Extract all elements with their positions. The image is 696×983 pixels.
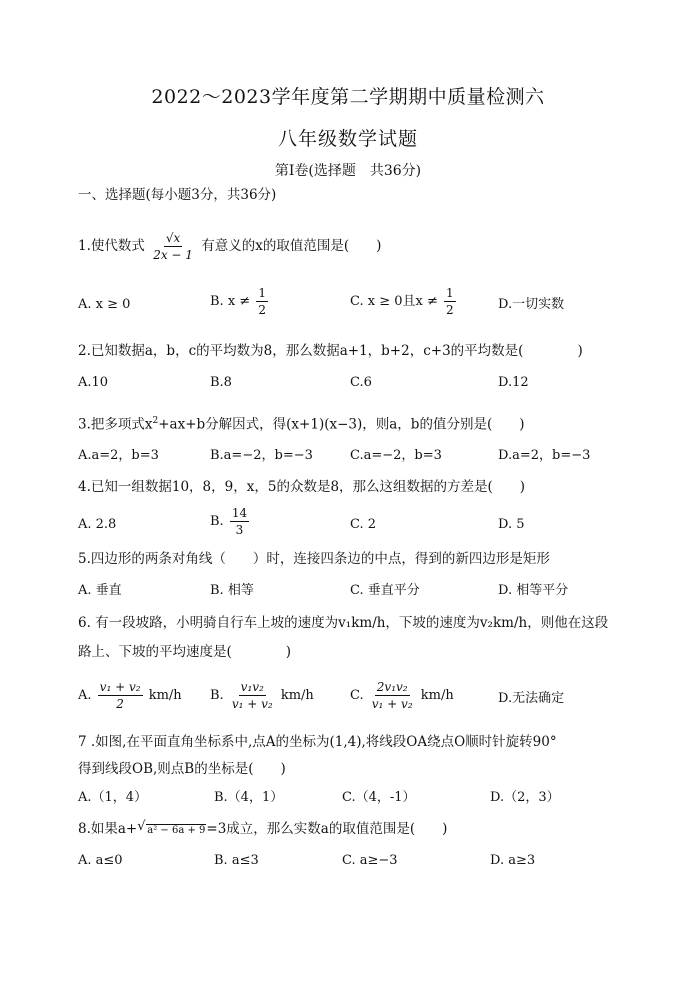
q1-option-c: C. x ≥ 0且x ≠ $\frac{1}{2}$ bbox=[350, 286, 454, 317]
q4-option-c: C. 2 bbox=[350, 517, 377, 532]
question-7-line-2: 得到线段OB,则点B的坐标是( ) bbox=[78, 761, 286, 777]
q8-option-b: B. a≤3 bbox=[214, 853, 259, 868]
question-6-line-2: 路上、下坡的平均速度是( ) bbox=[78, 644, 292, 660]
question-3: 3.把多项式$x^2+ax+b$分解因式，得(x+1)(x−3)，则a，b的值分别是( ) bbox=[78, 416, 525, 433]
question-1-fraction bbox=[151, 231, 195, 262]
q5-option-c: C. 垂直平分 bbox=[350, 583, 420, 598]
q2-option-b: B.8 bbox=[210, 375, 232, 390]
exam-title: 2022～2023学年度第二学期期中质量检测六 bbox=[151, 86, 545, 108]
q8-option-d: D. a≥3 bbox=[490, 853, 536, 868]
question-4: 4.已知一组数据10，8，9，x，5的众数是8，那么这组数据的方差是( ) bbox=[78, 479, 526, 495]
q1-option-b: B. x ≠ $\frac{1}{2}$ bbox=[210, 286, 266, 317]
sqrt-expression: √ a² − 6a + 9 bbox=[137, 819, 206, 836]
question-7-line-1: 7 .如图,在平面直角坐标系中,点A的坐标为(1,4),将线段OA绕点O顺时针旋转90° bbox=[78, 734, 557, 750]
q6-option-a: A. $\frac{\text{v₁ + v₂}}{2}$ km/h bbox=[78, 680, 182, 711]
q2-option-a: A.10 bbox=[78, 375, 109, 390]
exam-subtitle: 八年级数学试题 bbox=[277, 128, 418, 150]
question-1-suffix: 有意义的x的取值范围是( ) bbox=[201, 238, 382, 254]
q6-option-c: C. $\frac{\text{2v₁v₂}}{\text{v₁ + v₂}}$ km/h bbox=[350, 680, 454, 711]
question-6-line-1: 6. 有一段坡路，小明骑自行车上坡的速度为v₁km/h，下坡的速度为v₂km/h，则他在这段 bbox=[78, 615, 609, 631]
fraction-denominator: 2x − 1 bbox=[153, 248, 193, 262]
q4-option-b: B. $\frac{14}{3}$ bbox=[210, 506, 248, 537]
q7-option-a: A.（1，4） bbox=[78, 790, 148, 805]
q7-option-d: D.（2，3） bbox=[490, 790, 560, 805]
q8-option-a: A. a≤0 bbox=[78, 853, 123, 868]
question-1 bbox=[78, 231, 381, 262]
q3-option-b: B.a=−2，b=−3 bbox=[210, 448, 313, 463]
q6-option-d: D.无法确定 bbox=[498, 691, 565, 706]
section-heading: 一、选择题(每小题3分，共36分) bbox=[78, 187, 277, 203]
q3-option-d: D.a=2，b=−3 bbox=[498, 448, 591, 463]
question-2: 2.已知数据a，b，c的平均数为8，那么数据a+1，b+2，c+3的平均数是( ) bbox=[78, 343, 583, 359]
question-1-prefix: 1.使代数式 bbox=[78, 238, 145, 254]
fraction-numerator: √x bbox=[165, 231, 181, 245]
question-5: 5.四边形的两条对角线（ ）时，连接四条边的中点，得到的新四边形是矩形 bbox=[78, 551, 550, 567]
q3-option-a: A.a=2，b=3 bbox=[78, 448, 159, 463]
q6-option-b: B. $\frac{\text{v₁v₂}}{\text{v₁ + v₂}}$ km/h bbox=[210, 680, 314, 711]
q2-option-c: C.6 bbox=[350, 375, 372, 390]
q8-option-c: C. a≥−3 bbox=[342, 853, 398, 868]
q4-option-d: D. 5 bbox=[498, 517, 525, 532]
q5-option-b: B. 相等 bbox=[210, 583, 254, 598]
q1-option-d: D.一切实数 bbox=[498, 297, 565, 312]
question-8: 8.如果a+ √ a² − 6a + 9=3成立，那么实数a的取值范围是( ) bbox=[78, 820, 447, 840]
q1-option-a: A. x ≥ 0 bbox=[78, 297, 131, 312]
q5-option-d: D. 相等平分 bbox=[498, 583, 569, 598]
q5-option-a: A. 垂直 bbox=[78, 583, 122, 598]
q7-option-c: C.（4，-1） bbox=[342, 790, 416, 805]
part-heading: 第Ⅰ卷(选择题 共36分) bbox=[274, 163, 422, 179]
q4-option-a: A. 2.8 bbox=[78, 517, 117, 532]
q7-option-b: B.（4，1） bbox=[214, 790, 284, 805]
q2-option-d: D.12 bbox=[498, 375, 529, 390]
q3-option-c: C.a=−2，b=3 bbox=[350, 448, 442, 463]
